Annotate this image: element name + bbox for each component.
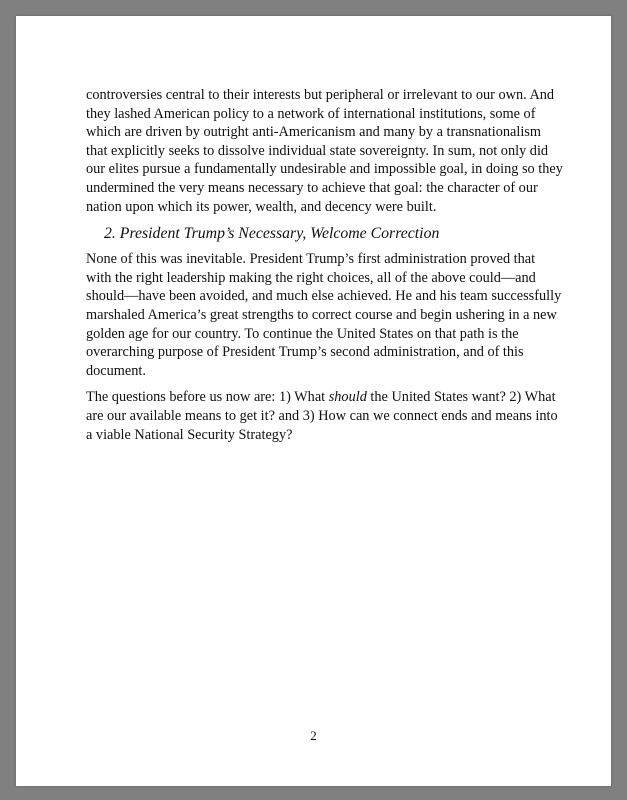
text-line: that explicitly seeks to dissolve individual state sovereignty. In sum, not only did xyxy=(86,142,549,159)
text-line: which are driven by outright anti-Americanism and many by a transnationalism xyxy=(86,124,541,141)
page-content xyxy=(86,86,563,444)
text-segment: the United States want? 2) What xyxy=(366,389,556,406)
emphasis-text: should xyxy=(328,389,367,406)
text-line: are our available means to get it? and 3) How can we connect ends and means into xyxy=(86,407,558,424)
document-page xyxy=(16,16,611,786)
text-line: marshaled America’s great strengths to correct course and begin ushering in a new xyxy=(86,306,557,323)
paragraph-spacer xyxy=(86,380,548,388)
text-line: document. xyxy=(86,362,146,379)
text-line: a viable National Security Strategy? xyxy=(86,426,293,443)
text-line: None of this was inevitable. President Trump’s first administration proved that xyxy=(86,251,536,268)
section-heading: 2. President Trump’s Necessary, Welcome Correction xyxy=(104,225,440,243)
text-line: overarching purpose of President Trump’s second administration, and of this xyxy=(86,344,524,361)
text-line: nation upon which its power, wealth, and decency were built. xyxy=(86,198,437,215)
text-line xyxy=(86,388,556,407)
text-segment: The questions before us now are: 1) What xyxy=(86,389,329,406)
text-line: controversies central to their interests but peripheral or irrelevant to our own. And xyxy=(86,87,555,103)
text-line: undermined the very means necessary to achieve that goal: the character of our xyxy=(86,179,538,196)
page-number: 2 xyxy=(310,728,317,743)
paragraph-1 xyxy=(86,86,563,216)
text-line: golden age for our country. To continue the United States on that path is the xyxy=(86,325,519,342)
text-line: our elites pursue a fundamentally undesirable and impossible goal, in doing so they xyxy=(86,161,563,178)
paragraph-2 xyxy=(86,250,562,380)
text-line: should—have been avoided, and much else achieved. He and his team successfully xyxy=(86,288,562,305)
paragraph-3 xyxy=(86,388,558,444)
text-line: they lashed American policy to a network of international institutions, some of xyxy=(86,105,536,122)
text-line: with the right leadership making the right choices, all of the above could—and xyxy=(86,269,536,286)
